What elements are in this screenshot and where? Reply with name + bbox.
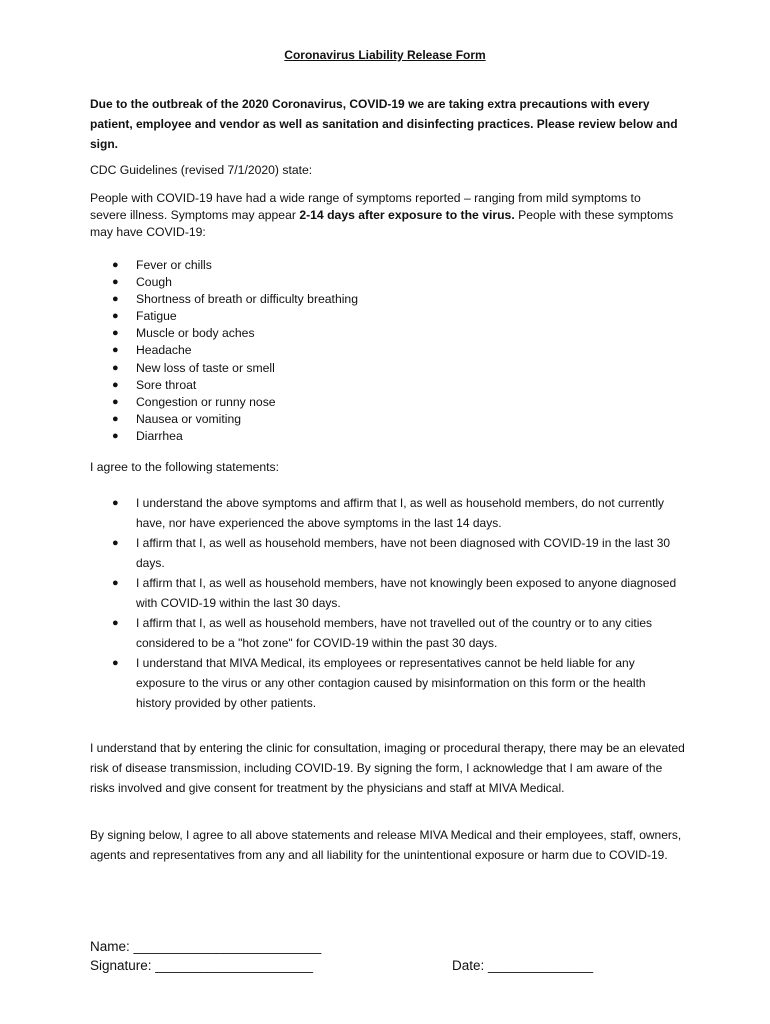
- statement-text: I affirm that I, as well as household members, have not knowingly been exposed to anyone diagnosed with COVID-19 within the last 30 days.: [136, 576, 677, 610]
- statement-text: I affirm that I, as well as household members, have not travelled out of the country or to any cities considered to be a "hot zone" for COVID-19 within the past 30 days.: [136, 616, 653, 650]
- symptom-item: [90, 428, 358, 445]
- symptom-text: Shortness of breath or difficulty breathing: [136, 292, 358, 307]
- symptom-item: [90, 274, 358, 291]
- name-field[interactable]: Name: _________________________: [90, 939, 322, 954]
- date-field[interactable]: Date: ______________: [452, 958, 594, 973]
- liability-release-paragraph: By signing below, I agree to all above statements and release MIVA Medical and their employees, staff, owners, agents and representatives from any and all liability for the unintentional exposure or harm due to COVID-19.: [90, 828, 682, 862]
- symptom-text: Muscle or body aches: [136, 326, 255, 341]
- symptom-item: [90, 377, 358, 394]
- bullet-icon: ●: [112, 429, 119, 442]
- statement-text: I affirm that I, as well as household members, have not been diagnosed with COVID-19 in the last 30 days.: [136, 536, 671, 570]
- bullet-icon: ●: [112, 259, 119, 271]
- statement-item: [90, 573, 680, 613]
- statement-item: [90, 653, 680, 713]
- symptom-item: [90, 411, 358, 428]
- form-title: Coronavirus Liability Release Form: [284, 48, 486, 62]
- bullet-icon: ●: [112, 378, 119, 391]
- symptom-item: [90, 291, 358, 308]
- symptom-list: [90, 257, 358, 445]
- symptom-item: [90, 394, 358, 411]
- bullet-icon: ●: [112, 497, 119, 509]
- bullet-icon: ●: [112, 395, 119, 408]
- bullet-icon: ●: [112, 361, 119, 374]
- bullet-icon: ●: [112, 617, 119, 629]
- cdc-para-after: People with these symptoms may have COVID-19:: [90, 208, 674, 239]
- statement-text: I understand that MIVA Medical, its employees or representatives cannot be held liable for any exposure to the virus or any other contagion caused by misinformation on this form or the health history provided by other patients.: [136, 656, 646, 710]
- cdc-para-bold: 2-14 days after exposure to the virus.: [299, 208, 515, 222]
- statement-list: [90, 493, 680, 713]
- symptom-item: [90, 342, 358, 359]
- symptom-text: Nausea or vomiting: [136, 411, 241, 426]
- symptom-text: New loss of taste or smell: [136, 360, 275, 375]
- bullet-icon: ●: [112, 293, 119, 306]
- cdc-guidelines-paragraph: [90, 190, 680, 241]
- bullet-icon: ●: [112, 657, 119, 669]
- symptom-item: [90, 257, 358, 274]
- symptom-item: [90, 360, 358, 377]
- symptom-text: Diarrhea: [136, 428, 183, 443]
- symptom-text: Headache: [136, 343, 192, 358]
- symptom-text: Fever or chills: [136, 258, 212, 272]
- symptom-text: Cough: [136, 275, 172, 290]
- bullet-icon: ●: [112, 310, 119, 323]
- symptom-item: [90, 325, 358, 342]
- cdc-para-before: People with COVID-19 have had a wide range of symptoms reported – ranging from mild symptoms to severe illness. Symptoms may appear: [90, 191, 641, 222]
- cdc-guidelines-heading: CDC Guidelines (revised 7/1/2020) state:: [90, 163, 313, 177]
- bullet-icon: ●: [112, 537, 119, 549]
- statement-item: [90, 493, 680, 533]
- symptom-item: [90, 308, 358, 325]
- bullet-icon: ●: [112, 344, 119, 357]
- statement-item: [90, 613, 680, 653]
- intro-paragraph: Due to the outbreak of the 2020 Coronavirus, COVID-19 we are taking extra precautions with every patient, employee and vendor as well as sanitation and disinfecting practices. Please review below and sign.: [90, 97, 678, 151]
- symptom-text: Congestion or runny nose: [136, 394, 276, 409]
- risk-acknowledgement-paragraph: I understand that by entering the clinic for consultation, imaging or procedural therapy, there may be an elevated risk of disease transmission, including COVID-19. By signing the form, I acknowledge that I am aware of the risks involved and give consent for treatment by the physicians and staff at MIVA Medical.: [90, 741, 685, 795]
- signature-field[interactable]: Signature: _____________________: [90, 958, 313, 973]
- bullet-icon: ●: [112, 577, 119, 589]
- symptom-text: Fatigue: [136, 309, 177, 324]
- bullet-icon: ●: [112, 327, 119, 340]
- symptom-text: Sore throat: [136, 377, 197, 392]
- bullet-icon: ●: [112, 412, 119, 425]
- bullet-icon: ●: [112, 276, 119, 289]
- agreement-heading: I agree to the following statements:: [90, 460, 280, 474]
- statement-text: I understand the above symptoms and affirm that I, as well as household members, do not currently have, nor have experienced the above symptoms in the last 14 days.: [136, 496, 665, 530]
- statement-item: [90, 533, 680, 573]
